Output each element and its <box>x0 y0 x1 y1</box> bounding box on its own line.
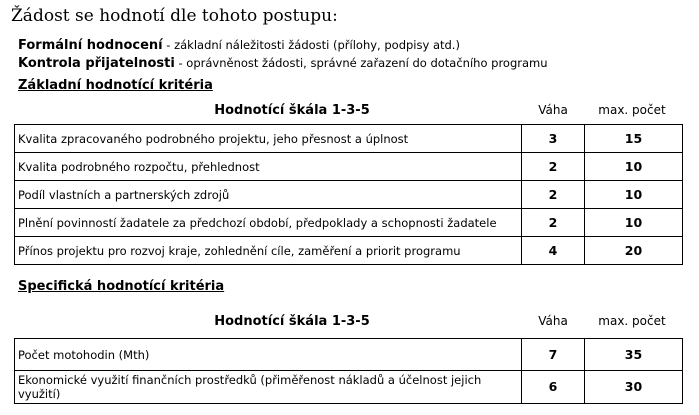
criterion-weight: 2 <box>522 209 585 237</box>
criterion-label: Kvalita zpracovaného podrobného projektu, jeho přesnost a úplnost <box>15 125 522 153</box>
criterion-weight: 4 <box>522 237 585 265</box>
criterion-label: Ekonomické využití finančních prostředků (přiměřenost nákladů a účelnost jejich využití) <box>15 371 522 404</box>
table-row <box>15 237 683 265</box>
acceptability-check-line <box>18 56 548 71</box>
specific-scale-header: Hodnotící škála 1-3-5 <box>214 314 370 329</box>
table-row <box>15 209 683 237</box>
table-row <box>15 125 683 153</box>
specific-criteria-title: Specifická hodnotící kritéria <box>18 279 225 294</box>
table-row <box>15 339 683 371</box>
criterion-label: Plnění povinností žadatele za předchozí období, předpoklady a schopnosti žadatele <box>15 209 522 237</box>
specific-max-header: max. počet <box>598 314 666 328</box>
specific-weight-header: Váha <box>538 314 568 328</box>
criterion-label: Přínos projektu pro rozvoj kraje, zohlednění cíle, zaměření a priorit programu <box>15 237 522 265</box>
page-heading: Žádost se hodnotí dle tohoto postupu: <box>11 6 338 26</box>
acceptability-check-term: Kontrola přijatelnosti <box>18 56 175 71</box>
basic-max-header: max. počet <box>598 103 666 117</box>
table-row <box>15 153 683 181</box>
criterion-weight: 2 <box>522 153 585 181</box>
criterion-max: 10 <box>585 181 683 209</box>
criterion-max: 30 <box>585 371 683 404</box>
specific-criteria-table <box>14 338 683 404</box>
criterion-max: 10 <box>585 209 683 237</box>
criterion-label: Kvalita podrobného rozpočtu, přehlednost <box>15 153 522 181</box>
formal-evaluation-term: Formální hodnocení <box>18 38 163 53</box>
formal-evaluation-desc: - základní náležitosti žádosti (přílohy, podpisy atd.) <box>162 38 460 52</box>
formal-evaluation-line <box>18 38 460 53</box>
table-row <box>15 181 683 209</box>
criterion-max: 35 <box>585 339 683 371</box>
criterion-max: 10 <box>585 153 683 181</box>
table-row <box>15 371 683 404</box>
basic-criteria-title: Základní hodnotící kritéria <box>18 78 213 93</box>
criterion-max: 20 <box>585 237 683 265</box>
criterion-label: Počet motohodin (Mth) <box>15 339 522 371</box>
criterion-max: 15 <box>585 125 683 153</box>
basic-scale-header: Hodnotící škála 1-3-5 <box>214 103 370 118</box>
criterion-weight: 7 <box>522 339 585 371</box>
criterion-weight: 6 <box>522 371 585 404</box>
criterion-weight: 3 <box>522 125 585 153</box>
acceptability-check-desc: - oprávněnost žádosti, správné zařazení do dotačního programu <box>174 56 548 70</box>
criterion-weight: 2 <box>522 181 585 209</box>
basic-weight-header: Váha <box>538 103 568 117</box>
basic-criteria-table <box>14 124 683 265</box>
criterion-label: Podíl vlastních a partnerských zdrojů <box>15 181 522 209</box>
